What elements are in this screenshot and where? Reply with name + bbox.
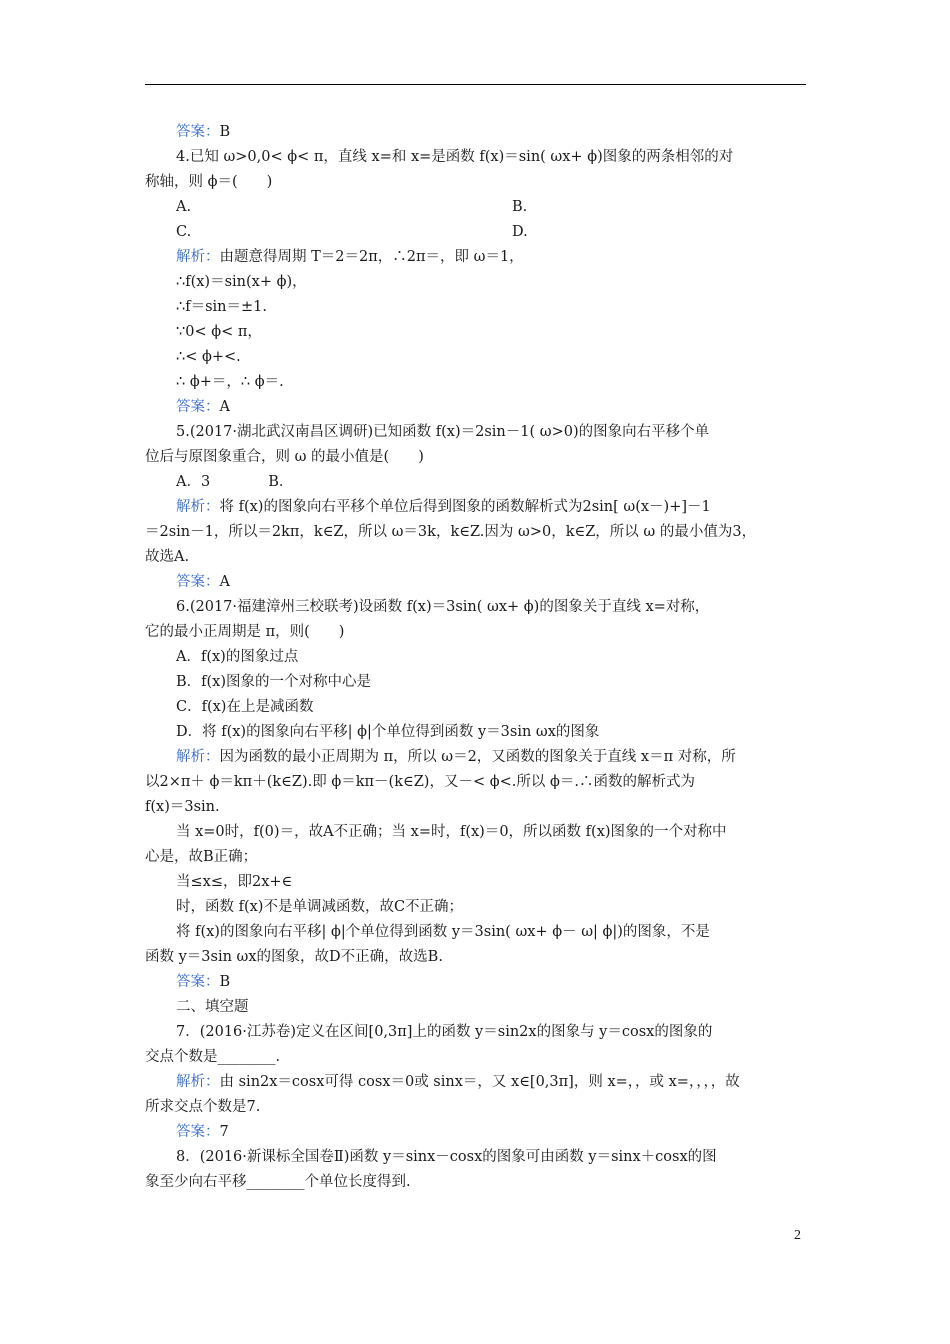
text-line — [145, 1145, 806, 1170]
line-text: 二、填空题 — [176, 999, 249, 1015]
text-line — [145, 395, 806, 420]
document-body — [145, 120, 806, 1195]
text-line — [145, 445, 806, 470]
header-rule — [145, 84, 806, 85]
text-line — [145, 1095, 806, 1120]
line-text: f(x)＝3sin. — [145, 799, 220, 815]
answer-label: 答案： — [176, 124, 220, 140]
text-line — [145, 1020, 806, 1045]
text-line — [145, 1070, 806, 1095]
text-line — [145, 320, 806, 345]
line-text: 由 sin2x＝cosx可得 cosx＝0或 sinx＝，又 x∈[0,3π]，则 x=，，或 x=，，，，故 — [219, 1074, 740, 1090]
line-text: ∴ ϕ+＝，∴ ϕ＝. — [176, 374, 284, 390]
text-line — [145, 695, 806, 720]
text-line — [145, 270, 806, 295]
text-line — [145, 945, 806, 970]
text-line — [145, 820, 806, 845]
text-line — [145, 595, 806, 620]
answer-label: 答案： — [176, 399, 220, 415]
line-text: A — [219, 574, 230, 590]
line-text: B — [219, 124, 231, 140]
answer-label: 答案： — [176, 574, 220, 590]
line-text: 将 f(x)的图象向右平移| ϕ|个单位得到函数 y＝3sin( ωx+ ϕ－ ω| ϕ|)的图象，不是 — [176, 924, 710, 940]
line-text: B．f(x)图象的一个对称中心是 — [176, 674, 372, 690]
line-text: 心是，故B正确； — [145, 849, 258, 865]
text-line — [145, 145, 806, 170]
text-line — [145, 1170, 806, 1195]
text-line — [145, 995, 806, 1020]
line-text: C．f(x)在上是减函数 — [176, 699, 314, 715]
line-text: D．将 f(x)的图象向右平移| ϕ|个单位得到函数 y＝3sin ωx的图象 — [176, 724, 600, 740]
line-text: ∴f＝sin＝±1. — [176, 299, 267, 315]
answer-option: D. — [512, 224, 528, 240]
text-line — [145, 195, 806, 220]
text-line — [145, 370, 806, 395]
text-line — [145, 545, 806, 570]
text-line — [145, 970, 806, 995]
line-text: ∴f(x)＝sin(x+ ϕ)， — [176, 274, 307, 290]
line-text: 当 x=0时，f(0)＝，故A不正确；当 x=时，f(x)＝0，所以函数 f(x)图象的一个对称中 — [176, 824, 727, 840]
line-text: 象至少向右平移________个单位长度得到. — [145, 1174, 411, 1190]
text-line — [145, 420, 806, 445]
text-line — [145, 920, 806, 945]
text-line — [145, 845, 806, 870]
page-number: 2 — [794, 1228, 801, 1243]
line-text: ＝2sin－1，所以＝2kπ，k∈Z，所以 ω＝3k，k∈Z.因为 ω>0，k∈Z，所以 ω 的最小值为3， — [145, 524, 757, 540]
line-text: 因为函数的最小正周期为 π，所以 ω＝2，又函数的图象关于直线 x＝π 对称，所 — [219, 749, 736, 765]
text-line — [145, 345, 806, 370]
line-text: 6.(2017·福建漳州三校联考)设函数 f(x)＝3sin( ωx+ ϕ)的图象关于直线 x=对称， — [176, 599, 710, 615]
text-line — [145, 895, 806, 920]
text-line — [145, 770, 806, 795]
answer-option: B. — [512, 199, 528, 215]
text-line — [145, 220, 806, 245]
text-line — [145, 570, 806, 595]
line-text: A．3 B． — [176, 474, 294, 490]
text-line — [145, 870, 806, 895]
line-text: 7 — [219, 1124, 229, 1140]
line-text: 4.已知 ω>0,0< ϕ< π，直线 x=和 x=是函数 f(x)＝sin( ωx+ ϕ)图象的两条相邻的对 — [176, 149, 734, 165]
line-text: 时，函数 f(x)不是单调减函数，故C不正确； — [176, 899, 464, 915]
line-text: 当≤x≤，即2x+∈ — [176, 874, 293, 890]
line-text: 8．(2016·新课标全国卷Ⅱ)函数 y＝sinx－cosx的图象可由函数 y＝sinx＋cosx的图 — [176, 1149, 717, 1165]
text-line — [145, 520, 806, 545]
text-line — [145, 645, 806, 670]
line-text: 位后与原图象重合，则 ω 的最小值是( ) — [145, 449, 424, 465]
line-text: 以2×π＋ ϕ＝kπ＋(k∈Z).即 ϕ＝kπ－(k∈Z)，又－< ϕ<.所以 ϕ＝.∴函数的解析式为 — [145, 774, 695, 790]
solution-label: 解析： — [176, 499, 220, 515]
text-line — [145, 795, 806, 820]
answer-label: 答案： — [176, 974, 220, 990]
text-line — [145, 120, 806, 145]
solution-label: 解析： — [176, 1074, 220, 1090]
line-text: 由题意得周期 T＝2＝2π，∴2π＝，即 ω＝1， — [219, 249, 524, 265]
line-text: 将 f(x)的图象向右平移个单位后得到图象的函数解析式为2sin[ ω(x－)+]－1 — [219, 499, 711, 515]
line-text: 函数 y＝3sin ωx的图象，故D不正确，故选B. — [145, 949, 443, 965]
text-line — [145, 620, 806, 645]
text-line — [145, 295, 806, 320]
line-text: 它的最小正周期是 π，则( ) — [145, 624, 345, 640]
answer-label: 答案： — [176, 1124, 220, 1140]
line-text: 所求交点个数是7. — [145, 1099, 261, 1115]
text-line — [145, 470, 806, 495]
line-text: 7．(2016·江苏卷)定义在区间[0,3π]上的函数 y＝sin2x的图象与 y＝cosx的图象的 — [176, 1024, 713, 1040]
line-text: ∴< ϕ+<. — [176, 349, 241, 365]
line-text: 称轴，则 ϕ＝( ) — [145, 174, 273, 190]
text-line — [145, 670, 806, 695]
line-text: A．f(x)的图象过点 — [176, 649, 299, 665]
text-line — [145, 1120, 806, 1145]
text-line — [145, 720, 806, 745]
text-line — [145, 495, 806, 520]
answer-option: C. — [176, 224, 192, 240]
line-text: ∵0< ϕ< π， — [176, 324, 262, 340]
line-text: 故选A. — [145, 549, 190, 565]
solution-label: 解析： — [176, 749, 220, 765]
line-text: B — [219, 974, 231, 990]
line-text: A — [219, 399, 230, 415]
line-text: 交点个数是________. — [145, 1049, 281, 1065]
text-line — [145, 170, 806, 195]
solution-label: 解析： — [176, 249, 220, 265]
text-line — [145, 245, 806, 270]
answer-option: A. — [176, 199, 192, 215]
text-line — [145, 745, 806, 770]
line-text: 5.(2017·湖北武汉南昌区调研)已知函数 f(x)＝2sin－1( ω>0)的图象向右平移个单 — [176, 424, 710, 440]
text-line — [145, 1045, 806, 1070]
